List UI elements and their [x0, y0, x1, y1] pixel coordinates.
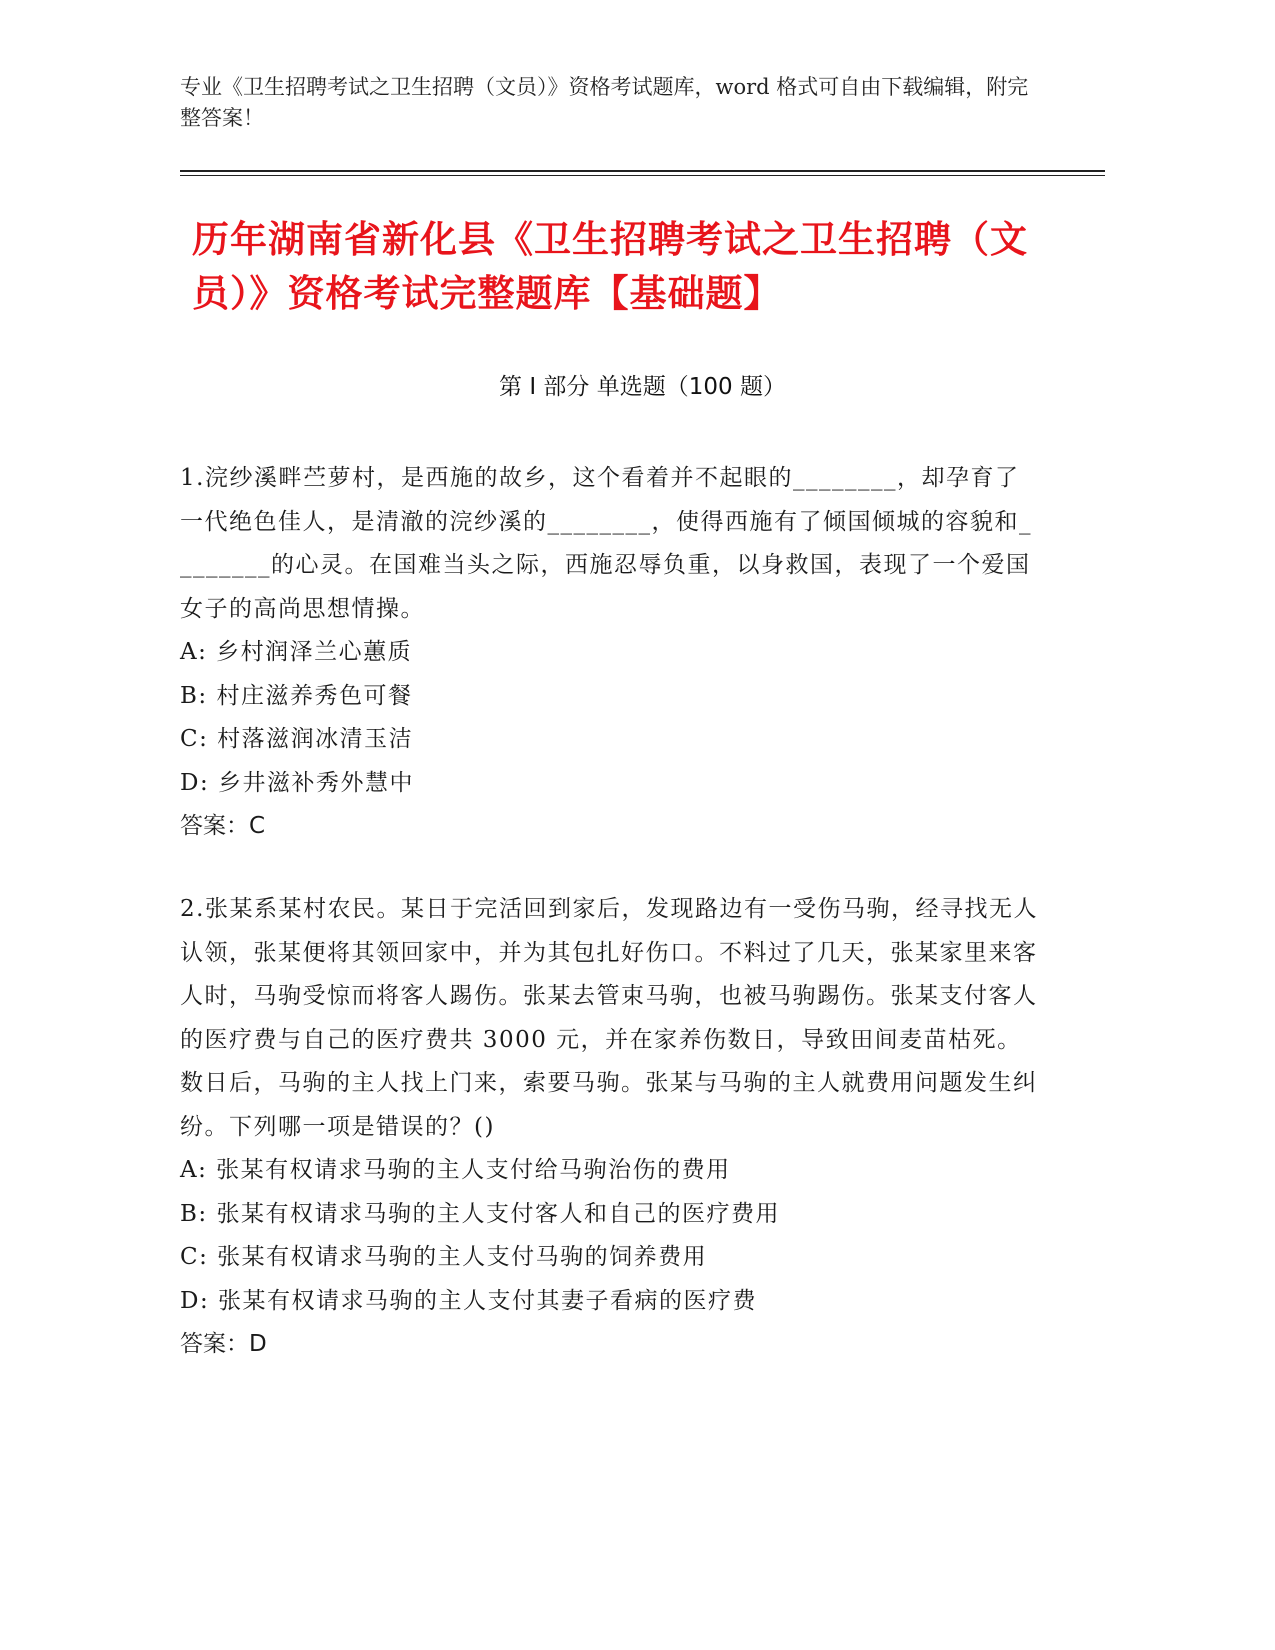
option-d: D: 乡井滋补秀外慧中 — [180, 769, 415, 796]
option-d: D: 张某有权请求马驹的主人支付其妻子看病的医疗费 — [180, 1287, 758, 1314]
question-2 — [180, 888, 1040, 1367]
option-b: B: 张某有权请求马驹的主人支付客人和自己的医疗费用 — [180, 1200, 780, 1227]
header-divider-thick — [180, 170, 1105, 172]
header-divider-thin — [180, 175, 1105, 176]
section-title: 第 I 部分 单选题（100 题） — [499, 374, 786, 400]
answer-line: 答案：C — [180, 813, 266, 839]
answer-line: 答案：D — [180, 1331, 267, 1357]
document-title: 历年湖南省新化县《卫生招聘考试之卫生招聘（文员）》资格考试完整题库【基础题】 — [192, 218, 1028, 315]
option-a: A: 张某有权请求马驹的主人支付给马驹治伤的费用 — [180, 1157, 731, 1183]
question-stem: 1.浣纱溪畔苎萝村，是西施的故乡，这个看着并不起眼的________，却孕育了一代绝色佳人，是清澈的浣纱溪的________，使得西施有了倾国倾城的容貌和________的心灵。在国难当头之际，西施忍辱负重，以身救国，表现了一个爱国女子的高尚思想情操。 — [180, 465, 1032, 622]
header-note: 专业《卫生招聘考试之卫生招聘（文员）》资格考试题库，word 格式可自由下载编辑，附完整答案！ — [180, 75, 1029, 130]
option-c: C: 村落滋润冰清玉洁 — [180, 726, 414, 752]
option-b: B: 村庄滋养秀色可餐 — [180, 682, 413, 709]
question-1 — [180, 457, 1040, 849]
question-stem: 2.张某系某村农民。某日于完活回到家后，发现路边有一受伤马驹，经寻找无人认领，张某便将其领回家中，并为其包扎好伤口。不料过了几天，张某家里来客人时，马驹受惊而将客人踢伤。张某去管束马驹，也被马驹踢伤。张某支付客人的医疗费与自己的医疗费共 3000 元，并在家养伤数日，导致田间麦苗枯死。数日后，马驹的主人找上门来，索要马驹。张某与马驹的主人就费用问题发生纠纷。下列哪一项是错误的？() — [180, 896, 1038, 1140]
option-a: A: 乡村润泽兰心蕙质 — [180, 639, 413, 665]
option-c: C: 张某有权请求马驹的主人支付马驹的饲养费用 — [180, 1244, 708, 1270]
